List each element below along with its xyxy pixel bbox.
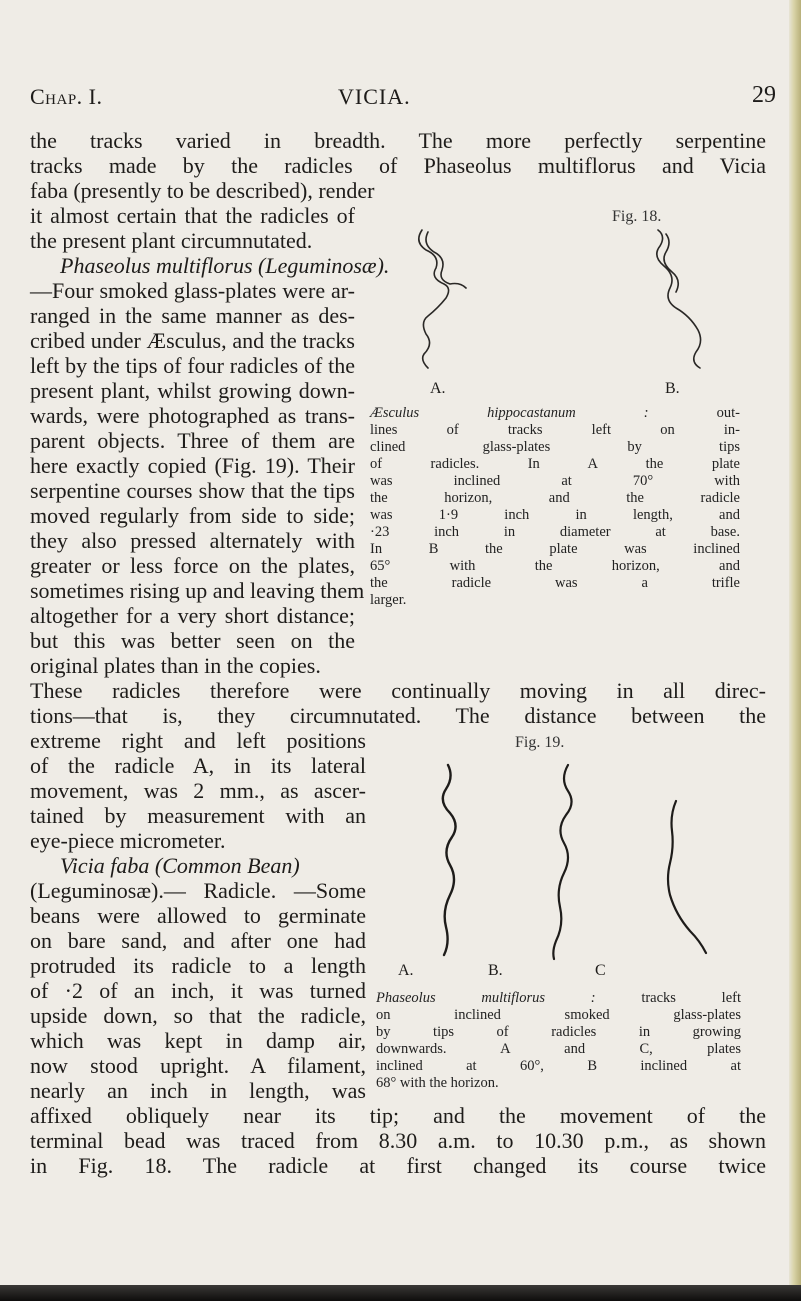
fig19-track-c <box>668 801 706 953</box>
text-line: Phaseolus multiflorus (Leguminosæ). <box>60 253 390 278</box>
text-line: now stood upright. A filament, <box>30 1053 366 1078</box>
page-edge <box>789 0 801 1301</box>
text-line: wards, were photographed as trans- <box>30 403 355 428</box>
fig19-caption: Phaseolus multiflorus : tracks left on inclined smoked glass-plates by tips of radicles in growing downwards. A and C, plates inclined at 60°, B inclined at 68° with the horizon. <box>376 990 741 1091</box>
text-line: movement, was 2 mm., as ascer- <box>30 778 366 803</box>
page-number: 29 <box>752 82 776 108</box>
text-line: here exactly copied (Fig. 19). Their <box>30 453 355 478</box>
fig18-track-b <box>657 230 701 368</box>
fig19-caption-title: Phaseolus multiflorus : <box>376 990 596 1006</box>
text-line: tained by measurement with an <box>30 803 366 828</box>
text-line: the tracks varied in breadth. The more perfectly serpentine <box>30 128 766 153</box>
text-line: of the radicle A, in its lateral <box>30 753 366 778</box>
text-line: tracks made by the radicles of Phaseolus multiflorus and Vicia <box>30 153 766 178</box>
text-line: original plates than in the copies. <box>30 653 321 678</box>
text-line: (Leguminosæ).— Radicle. —Some <box>30 878 366 903</box>
text-line: parent objects. Three of them are <box>30 428 355 453</box>
text-line: eye-piece micrometer. <box>30 828 226 853</box>
text-line: extreme right and left positions <box>30 728 366 753</box>
running-title: VICIA. <box>338 84 411 109</box>
fig18-caption-title: Æsculus hippocastanum : <box>370 405 649 421</box>
fig19-letter-b: B. <box>488 962 503 979</box>
text-line: on bare sand, and after one had <box>30 928 366 953</box>
text-line: greater or less force on the plates, <box>30 553 355 578</box>
text-line: ranged in the same manner as des- <box>30 303 355 328</box>
text-line: it almost certain that the radicles of <box>30 203 355 228</box>
fig18-letter-a: A. <box>430 380 446 397</box>
scan-border <box>0 1285 801 1301</box>
text-line: protruded its radicle to a length <box>30 953 366 978</box>
chapter-heading: Chap. I. <box>30 84 103 109</box>
text-line: affixed obliquely near its tip; and the movement of the <box>30 1103 766 1128</box>
fig19-track-b <box>553 765 571 959</box>
fig19-letter-a: A. <box>398 962 414 979</box>
text-line: beans were allowed to germinate <box>30 903 366 928</box>
text-line: left by the tips of four radicles of the <box>30 353 355 378</box>
text-line: upside down, so that the radicle, <box>30 1003 366 1028</box>
text-line: moved regularly from side to side; <box>30 503 355 528</box>
fig18-letter-b: B. <box>665 380 680 397</box>
text-line: terminal bead was traced from 8.30 a.m. to 10.30 p.m., as shown <box>30 1128 766 1153</box>
text-line: cribed under Æsculus, and the tracks <box>30 328 355 353</box>
text-line: serpentine courses show that the tips <box>30 478 355 503</box>
text-line: —Four smoked glass-plates were ar- <box>30 278 355 303</box>
text-line: These radicles therefore were continually moving in all direc- <box>30 678 766 703</box>
text-line: the present plant circumnutated. <box>30 228 313 253</box>
text-line: but this was better seen on the <box>30 628 355 653</box>
text-line: altogether for a very short distance; <box>30 603 355 628</box>
text-line: faba (presently to be described), render <box>30 178 375 203</box>
text-line: of ·2 of an inch, it was turned <box>30 978 366 1003</box>
fig19-label: Fig. 19. <box>515 734 565 751</box>
text-line: Vicia faba (Common Bean) <box>60 853 300 878</box>
fig19-track-a <box>443 765 456 955</box>
text-line: which was kept in damp air, <box>30 1028 366 1053</box>
fig18-caption: Æsculus hippocastanum : out- lines of tracks left on in- clined glass-plates by tips of radicles. In A the plate was inclined at 70° with the horizon, and the radicle was 1·9 inch in length, and ·23 inch in diameter at base. In B the plate was inclined 65° with the horizon, and the radicle was a trifle larger. <box>370 405 740 608</box>
fig18-drawing <box>400 222 760 372</box>
text-line: sometimes rising up and leaving them <box>30 578 365 603</box>
text-line: present plant, whilst growing down- <box>30 378 355 403</box>
text-line: they also pressed alternately with <box>30 528 355 553</box>
fig18-label: Fig. 18. <box>612 208 662 225</box>
text-line: in Fig. 18. The radicle at first changed its course twice <box>30 1153 766 1178</box>
fig19-drawing <box>380 755 760 970</box>
text-line: nearly an inch in length, was <box>30 1078 366 1103</box>
fig18-track-a <box>419 230 449 368</box>
fig19-letter-c: C <box>595 962 606 979</box>
text-line: tions—that is, they circumnutated. The distance between the <box>30 703 766 728</box>
